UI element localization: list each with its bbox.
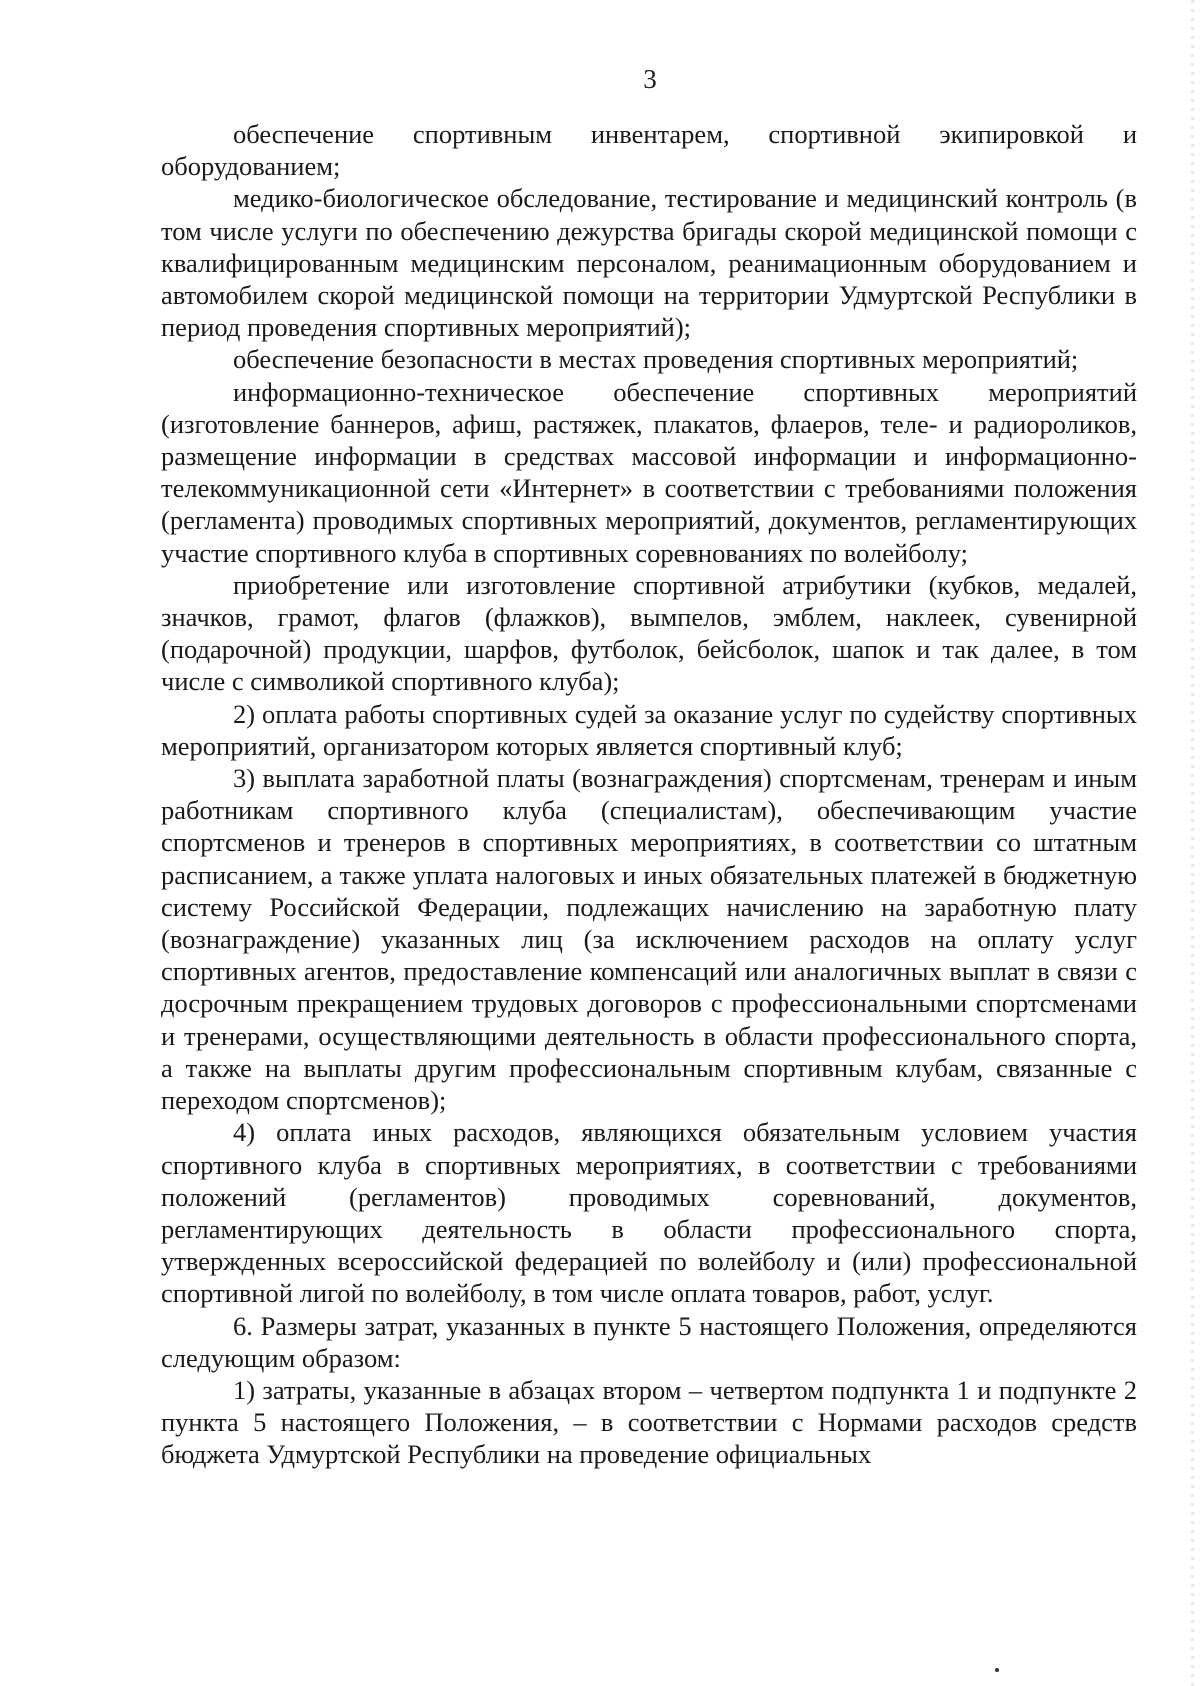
scan-edge-artifact	[1191, 0, 1194, 1686]
paragraph-item-3: 3) выплата заработной платы (вознаграждения) спортсменам, тренерам и иным работникам спортивного клуба (специалистам), обеспечивающим участие спортсменов и тренеров в спортивных мероприятиях, в соответствии со штатным расписанием, а также уплата налоговых и иных обязательных платежей в бюджетную систему Российской Федерации, подлежащих начислению на заработную плату (вознаграждение) указанных лиц (за исключением расходов на оплату услуг спортивных агентов, предоставление компенсаций или аналогичных выплат в связи с досрочным прекращением трудовых договоров с профессиональными спортсменами и тренерами, осуществляющими деятельность в области профессионального спорта, а также на выплаты другим профессиональным спортивным клубам, связанные с переходом спортсменов);	[161, 763, 1137, 1116]
paragraph-section-6-item-1: 1) затраты, указанные в абзацах втором – четвертом подпункта 1 и подпункте 2 пункта 5 настоящего Положения, – в соответствии с Нормами расходов средств бюджета Удмуртской Республики на проведение официальных	[161, 1374, 1137, 1470]
document-body	[161, 118, 1137, 1471]
paragraph-item-4: 4) оплата иных расходов, являющихся обязательным условием участия спортивного клуба в спортивных мероприятиях, в соответствии с требованиями положений (регламентов) проводимых соревнований, документов, регламентирующих деятельность в области профессионального спорта, утвержденных всероссийской федерацией по волейболу и (или) профессиональной спортивной лигой по волейболу, в том числе оплата товаров, работ, услуг.	[161, 1117, 1137, 1309]
paragraph-attributes: приобретение или изготовление спортивной атрибутики (кубков, медалей, значков, грамот, флагов (флажков), вымпелов, эмблем, наклеек, сувенирной (подарочной) продукции, шарфов, футболок, бейсболок, шапок и так далее, в том числе с символикой спортивного клуба);	[161, 569, 1137, 697]
page-number: 3	[643, 64, 657, 94]
paragraph-medical: медико-биологическое обследование, тестирование и медицинский контроль (в том числе услуги по обеспечению дежурства бригады скорой медицинской помощи с квалифицированным медицинским персоналом, реанимационным оборудованием и автомобилем скорой медицинской помощи на территории Удмуртской Республики в период проведения спортивных мероприятий);	[161, 183, 1137, 343]
paragraph-item-2: 2) оплата работы спортивных судей за оказание услуг по судейству спортивных мероприятий, организатором которых является спортивный клуб;	[161, 698, 1137, 761]
scan-speck	[995, 1668, 999, 1672]
paragraph-section-6: 6. Размеры затрат, указанных в пункте 5 настоящего Положения, определяются следующим образом:	[161, 1310, 1137, 1373]
paragraph-info-support: информационно-техническое обеспечение спортивных мероприятий (изготовление баннеров, афиш, растяжек, плакатов, флаеров, теле- и радиороликов, размещение информации в средствах массовой информации и информационно-телекоммуникационной сети «Интернет» в соответствии с требованиями положения (регламента) проводимых спортивных мероприятий, документов, регламентирующих участие спортивного клуба в спортивных соревнованиях по волейболу;	[161, 376, 1137, 568]
paragraph-safety: обеспечение безопасности в местах проведения спортивных мероприятий;	[233, 344, 1079, 375]
paragraph-equipment: обеспечение спортивным инвентарем, спортивной экипировкой и оборудованием;	[161, 119, 1137, 182]
